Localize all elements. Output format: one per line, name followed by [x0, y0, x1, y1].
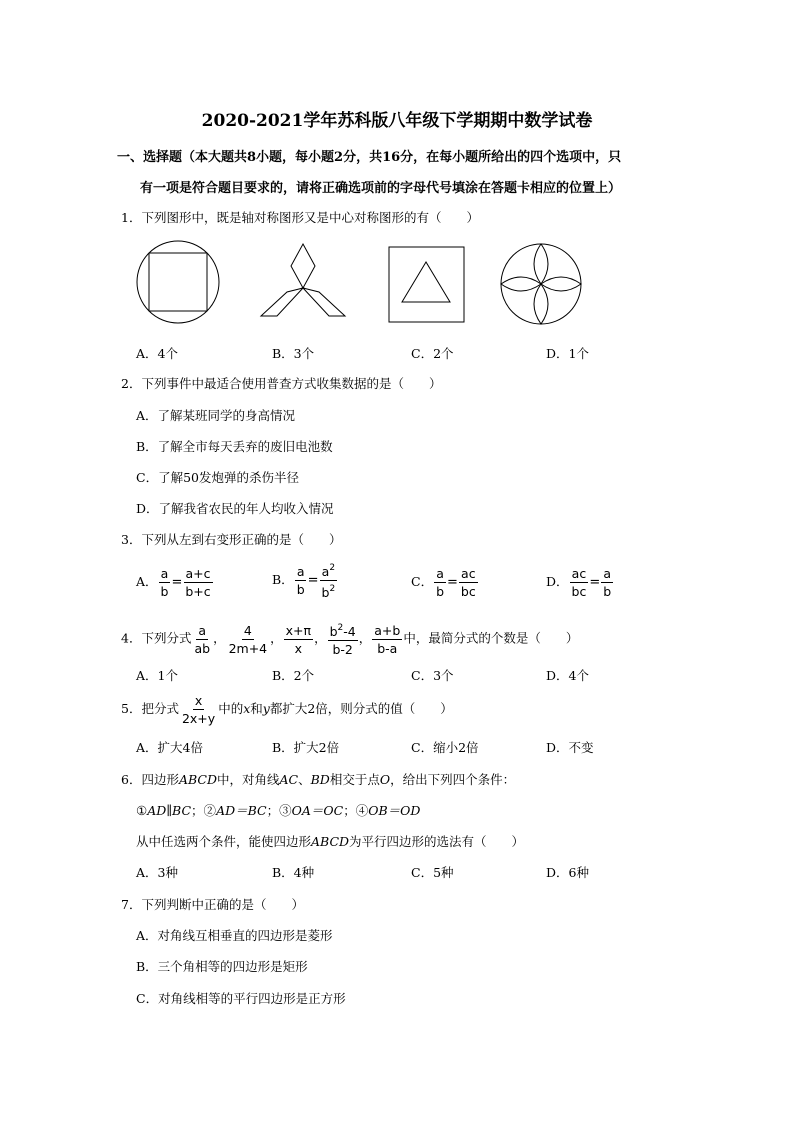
fraction: $\frac{x}{2x+y}$ — [181, 693, 216, 726]
q1-option-d: D．1个 — [546, 346, 589, 361]
q4-option-b: B．2个 — [272, 668, 315, 683]
q3-option-d: D． $\frac{ac}{bc}$ = $\frac{a}{b}$ — [546, 566, 612, 599]
q1-option-a: A．4个 — [136, 346, 178, 361]
q4-option-a: A．1个 — [136, 668, 178, 683]
q3-option-a: A． $\frac{a}{b}$ = $\frac{a+c}{b+c}$ — [136, 566, 211, 599]
fraction: $\frac{a}{ab}$ — [194, 622, 211, 656]
section-heading-line1: 一、选择题（本大题共8小题，每小题2分，共16分，在每小题所给出的四个选项中，只 — [117, 150, 622, 165]
fraction: $\frac{a}{b}$ — [296, 564, 305, 597]
question-2-stem: 2．下列事件中最适合使用普查方式收集数据的是（ ） — [121, 376, 442, 391]
figure-circle-four-petals — [499, 242, 583, 326]
fraction: $\frac{ac}{bc}$ — [571, 566, 587, 599]
fraction: $\frac{x+\pi}{x}$ — [285, 622, 312, 656]
question-7-stem: 7．下列判断中正确的是（ ） — [121, 897, 304, 912]
figure-square-triangle — [388, 246, 466, 324]
q2-option-d: D．了解我省农民的年人均收入情况 — [136, 501, 334, 516]
q5-option-a: A．扩大4倍 — [136, 740, 203, 755]
question-6-stem: 6．四边形ABCD中，对角线AC、BD相交于点O，给出下列四个条件： — [121, 772, 516, 787]
q1-option-b: B．3个 — [272, 346, 315, 361]
q3-option-b: B． $\frac{a}{b}$ = $\frac{a^2}{b^2}$ — [272, 560, 338, 601]
q2-option-b: B．了解全市每天丢弃的废旧电池数 — [136, 439, 333, 454]
q1-option-c: C．2个 — [411, 346, 454, 361]
q6-option-b: B．4种 — [272, 865, 315, 880]
q3-a-label: A． — [136, 574, 158, 589]
q5-option-c: C．缩小2倍 — [411, 740, 479, 755]
q3-c-label: C． — [411, 574, 434, 589]
q4-option-d: D．4个 — [546, 668, 589, 683]
q7-option-b: B．三个角相等的四边形是矩形 — [136, 959, 308, 974]
q6-line3: 从中任选两个条件，能使四边形ABCD为平行四边形的选法有（ ） — [136, 834, 525, 849]
q7-option-c: C．对角线相等的平行四边形是正方形 — [136, 991, 346, 1006]
figure-circle-square — [134, 238, 222, 326]
q5-option-b: B．扩大2倍 — [272, 740, 340, 755]
q6-option-d: D．6种 — [546, 865, 589, 880]
fraction: $\frac{a}{b}$ — [436, 566, 445, 599]
question-5-stem: 5．把分式 $\frac{x}{2x+y}$ 中的x和y都扩大2倍，则分式的值（ ） — [121, 693, 453, 726]
q7-option-a: A．对角线互相垂直的四边形是菱形 — [136, 928, 333, 943]
fraction: $\frac{a+b}{b-a}$ — [374, 622, 401, 656]
fraction: $\frac{b^2-4}{b-2}$ — [328, 620, 358, 658]
question-1-stem: 1．下列图形中，既是轴对称图形又是中心对称图形的有（ ） — [121, 210, 479, 225]
q3-option-c: C． $\frac{a}{b}$ = $\frac{ac}{bc}$ — [411, 566, 476, 599]
page-title: 2020-2021学年苏科版八年级下学期期中数学试卷 — [201, 111, 593, 131]
fraction: $\frac{a+c}{b+c}$ — [185, 566, 211, 599]
fraction: $\frac{a}{b}$ — [160, 566, 169, 599]
fraction: $\frac{a}{b}$ — [603, 566, 612, 599]
figure-three-rhombi — [255, 240, 351, 322]
question-3-stem: 3．下列从左到右变形正确的是（ ） — [121, 532, 342, 547]
q5-option-d: D．不变 — [546, 740, 594, 755]
question-4-stem: 4．下列分式 $\frac{a}{ab}$ ， $\frac{4}{2m+4}$ ， $\frac{x+\pi}{x}$ ， $\frac{b^2-4}{b-2}$ ， $\frac{a+b}{b-a}$ 中，最简分式的个数是（ ） — [121, 620, 578, 658]
fraction: $\frac{4}{2m+4}$ — [228, 622, 268, 656]
q6-option-c: C．5种 — [411, 865, 454, 880]
section-heading-line2: 有一项是符合题目要求的，请将正确选项前的字母代号填涂在答题卡相应的位置上） — [140, 181, 622, 196]
q4-option-c: C．3个 — [411, 668, 454, 683]
fraction: $\frac{a^2}{b^2}$ — [320, 560, 338, 601]
q2-option-c: C．了解50发炮弹的杀伤半径 — [136, 470, 299, 485]
q3-d-label: D． — [546, 574, 569, 589]
q3-b-label: B． — [272, 572, 294, 587]
q2-option-a: A．了解某班同学的身高情况 — [136, 408, 296, 423]
q6-option-a: A．3种 — [136, 865, 178, 880]
fraction: $\frac{ac}{bc}$ — [460, 566, 476, 599]
q6-conditions: ①AD∥BC；②AD＝BC；③OA＝OC；④OB＝OD — [136, 803, 421, 818]
